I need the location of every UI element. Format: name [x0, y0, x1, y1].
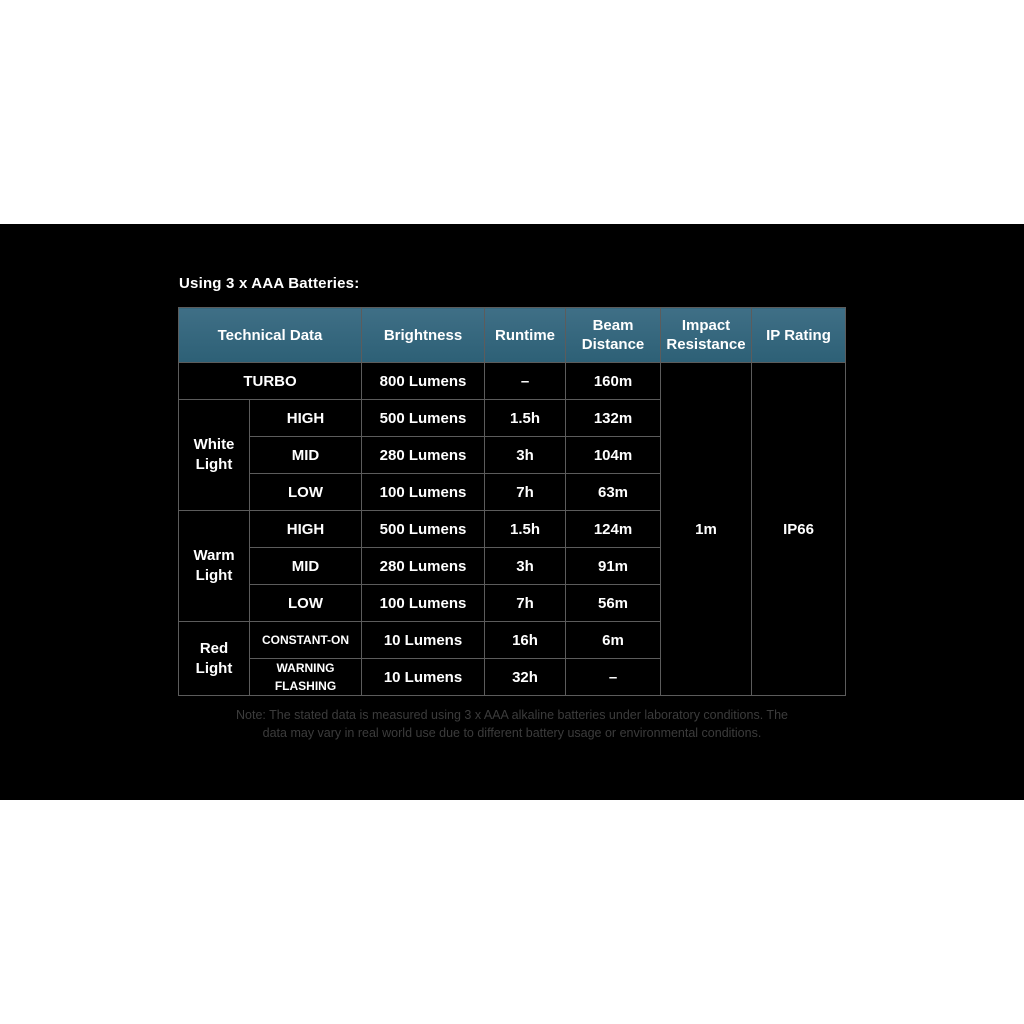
ip-rating-value: IP66 [752, 363, 846, 696]
group-warm-line-1: Warm [193, 547, 235, 564]
header-row [179, 308, 846, 363]
header-runtime: Runtime [485, 308, 566, 363]
mode-cell: LOW [250, 474, 362, 511]
group-red-light [179, 622, 250, 696]
header-impact-resistance [661, 308, 752, 363]
mode-line-1: WARNING [276, 661, 335, 675]
brightness-cell: 280 Lumens [362, 548, 485, 585]
runtime-cell: 7h [485, 474, 566, 511]
brightness-cell: 100 Lumens [362, 474, 485, 511]
mode-cell: CONSTANT-ON [250, 622, 362, 659]
brightness-cell: 10 Lumens [362, 659, 485, 696]
mode-line-2: FLASHING [274, 679, 337, 693]
brightness-cell: 500 Lumens [362, 511, 485, 548]
runtime-cell: 16h [485, 622, 566, 659]
impact-resistance-value: 1m [661, 363, 752, 696]
brightness-cell: 100 Lumens [362, 585, 485, 622]
footnote-line-1: Note: The stated data is measured using 3 x AAA alkaline batteries under laboratory conditions. The [236, 708, 788, 722]
runtime-cell: 3h [485, 437, 566, 474]
beam-cell: 132m [566, 400, 661, 437]
mode-cell: MID [250, 548, 362, 585]
header-beam-line-2: Distance [581, 336, 645, 353]
mode-cell: HIGH [250, 511, 362, 548]
header-impact-line-1: Impact [681, 317, 731, 334]
beam-cell: 160m [566, 363, 661, 400]
group-white-light [179, 400, 250, 511]
table-row [179, 363, 846, 400]
brightness-cell: 800 Lumens [362, 363, 485, 400]
mode-cell [250, 659, 362, 696]
beam-cell: 6m [566, 622, 661, 659]
header-brightness: Brightness [362, 308, 485, 363]
group-warm-line-2: Light [195, 567, 233, 584]
brightness-cell: 500 Lumens [362, 400, 485, 437]
brightness-cell: 280 Lumens [362, 437, 485, 474]
beam-cell: 91m [566, 548, 661, 585]
group-warm-light [179, 511, 250, 622]
header-ip-rating: IP Rating [752, 308, 846, 363]
group-red-line-1: Red [199, 639, 229, 657]
footnote [178, 706, 846, 742]
header-impact-line-2: Resistance [666, 336, 746, 353]
header-technical-data: Technical Data [179, 308, 362, 363]
group-red-line-2: Light [195, 659, 233, 677]
runtime-cell: 32h [485, 659, 566, 696]
group-white-line-2: Light [195, 456, 233, 473]
runtime-cell: 3h [485, 548, 566, 585]
header-beam-distance [566, 308, 661, 363]
beam-cell: 63m [566, 474, 661, 511]
table-caption: Using 3 x AAA Batteries: [179, 275, 360, 292]
runtime-cell: – [485, 363, 566, 400]
group-white-line-1: White [193, 436, 235, 453]
beam-cell: 104m [566, 437, 661, 474]
spec-table [178, 307, 846, 696]
runtime-cell: 7h [485, 585, 566, 622]
brightness-cell: 10 Lumens [362, 622, 485, 659]
mode-cell: LOW [250, 585, 362, 622]
mode-cell: TURBO [179, 363, 362, 400]
runtime-cell: 1.5h [485, 400, 566, 437]
mode-cell: HIGH [250, 400, 362, 437]
header-beam-line-1: Beam [592, 317, 634, 334]
mode-cell: MID [250, 437, 362, 474]
beam-cell: 124m [566, 511, 661, 548]
runtime-cell: 1.5h [485, 511, 566, 548]
beam-cell: 56m [566, 585, 661, 622]
footnote-line-2: data may vary in real world use due to different battery usage or environmental conditions. [262, 726, 762, 740]
beam-cell: – [566, 659, 661, 696]
